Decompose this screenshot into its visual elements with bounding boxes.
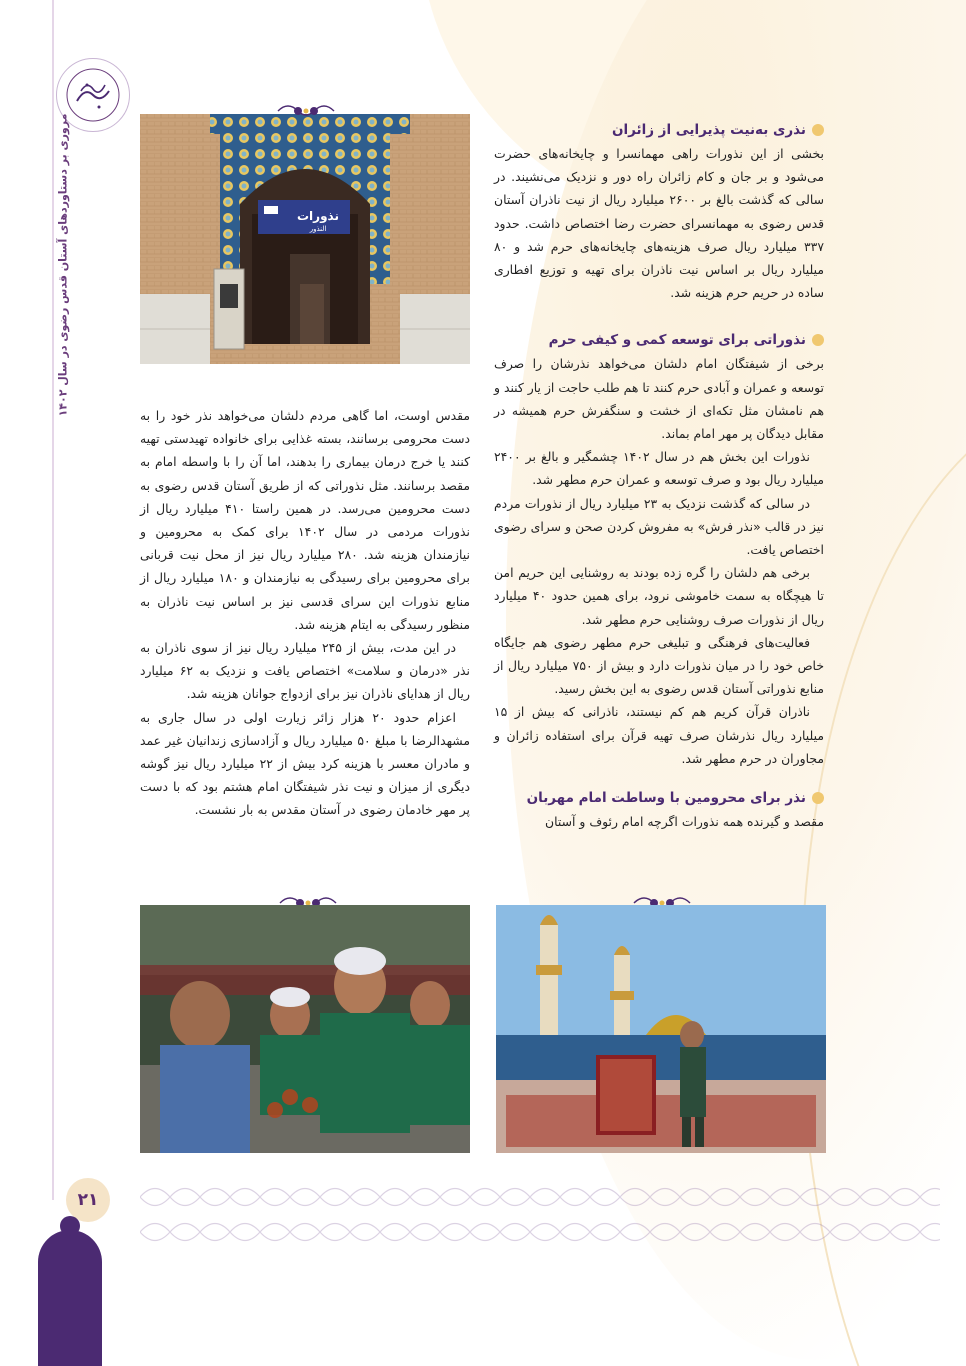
paragraph: مقصد و گیرنده همه نذورات اگرچه امام رئوف و آستان <box>545 814 824 830</box>
left-column <box>140 404 470 822</box>
booth-sign-subtext: النذور <box>309 225 327 233</box>
section-heading: نذری به‌نیت پذیرایی از زائران <box>494 118 824 142</box>
paragraph: اعزام حدود ۲۰ هزار زائر زیارت اولی در سال جاری به مشهدالرضا با مبلغ ۵۰ میلیارد ریال و آزادسازی زندانیان غیر عمد و مادران معسر با هزینه کرد بیش از ۲۲ میلیارد ریال نیز گوشه دیگری از میزان و نیت نذر شیفتگان امام هشتم بود که با دست پر مهر خادمان رضوی در آستان مقدس به بار نشست. <box>140 709 470 818</box>
bullet-icon <box>812 334 824 346</box>
section-heading: نذر برای محرومین با وساطت امام مهربان <box>494 786 824 810</box>
bullet-icon <box>812 124 824 136</box>
booth-sign-text: نذورات <box>297 209 339 223</box>
vertical-report-title: مروری بر دستاوردهای آستان قدس رضوی در سال ۱۴۰۲ <box>56 113 70 417</box>
calligraphy-logo-icon <box>63 65 123 125</box>
paragraph: در این مدت، بیش از ۲۴۵ میلیارد ریال نیز از سوی ناذران به نذر «درمان و سلامت» اختصاص یافت و نزدیک به ۶۲ میلیارد ریال از هدایای ناذران نیز برای ازدواج جوانان هزینه شد. <box>140 640 470 702</box>
paragraph: بخشی از این نذورات راهی مهمانسرا و چایخانه‌های حضرت می‌شود و بر جان و کام زائران راه دور و نزدیک می‌نشیند. در سالی که گذشت بالغ بر ۲۶۰۰ میلیارد ریال از نیت ناذران آستان قدس رضوی به مهمانسرای حضرت رضا اختصاص داشت. حدود ۳۳۷ میلیارد ریال صرف هزینه‌های چایخانه‌های حرم شد و ۸۰ میلیارد ریال بر اساس نیت ناذران برای تهیه و توزیع افطاری ساده در حریم حرم هزینه شد. <box>494 146 825 301</box>
page-number: ۲۱ <box>66 1178 110 1222</box>
ornament-icon <box>276 101 336 121</box>
right-column <box>494 118 824 833</box>
photo-shrine-carpet <box>496 905 826 1153</box>
paragraph: در سالی که گذشت نزدیک به ۲۳ میلیارد ریال از نذورات مردم نیز در قالب «نذر فرش» به مفروش کردن صحن و سرای رضوی اختصاص یافت. <box>494 495 824 558</box>
sidebar-tab <box>38 1230 102 1366</box>
paragraph: مقدس اوست، اما گاهی مردم دلشان می‌خواهد نذر خود را به دست محرومی برسانند، بسته غذایی برای خانواده تهیدستی تهیه کنند یا خرج درمان بیماری را بدهند، اما آن را با واسطه امام به مقصد برسانند. مثل نذوراتی که از طریق آستان قدس رضوی به دست محرومین می‌رسد. در همین راستا ۴۱۰ میلیارد ریال از نذورات مردمی در سال ۱۴۰۲ برای کمک به محرومین و نیازمندان هزینه شد. ۲۸۰ میلیارد ریال نیز از محل نیت قربانی برای محرومین برای رسیدگی به نیازمندان و ۱۸۰ میلیارد ریال از منابع نذورات این سرای قدسی نیز بر اساس نیت ناذران به منظور رسیدگی به ایتام هزینه شد. <box>140 408 470 632</box>
photo-nozoorat-booth <box>140 114 470 364</box>
paragraph: ناذران قرآن کریم هم کم نیستند، ناذرانی که بیش از ۱۵ میلیارد ریال نذرشان صرف تهیه قرآن برای استفاده زائران و مجاوران در حرم مطهر شد. <box>494 704 824 766</box>
paragraph: نذورات این بخش هم در سال ۱۴۰۲ چشمگیر و بالغ بر ۲۴۰۰ میلیارد ریال بود و صرف توسعه و عمران حرم مطهر شد. <box>494 449 824 488</box>
paragraph: برخی هم دلشان را گره زده بودند به روشنایی این حریم امن تا هیچگاه به سمت خاموشی نرود، برای همین حدود ۴۰ میلیارد ریال از نذورات صرف روشنایی حرم مطهر شد. <box>494 565 824 627</box>
photo-volunteers-tea <box>140 905 470 1153</box>
paragraph: فعالیت‌های فرهنگی و تبلیغی حرم مطهر رضوی هم جایگاه خاص خود را در میان نذورات دارد و بیش از ۷۵۰ میلیارد ریال از منابع نذوراتی آستان قدس رضوی به این بخش رسید. <box>494 634 824 697</box>
decorative-pattern <box>140 1180 940 1250</box>
section-heading: نذوراتی برای توسعه کمی و کیفی حرم <box>494 328 824 352</box>
paragraph: برخی از شیفتگان امام دلشان می‌خواهد نذرشان را صرف توسعه و عمران و آبادی حرم کنند تا هم طلب حاجت از یار کنند و هم نامشان مثل تکه‌ای از خشت و سنگفرش حرم همیشه در مقابل دیدگان پر مهر امام بماند. <box>494 356 824 442</box>
bullet-icon <box>812 792 824 804</box>
